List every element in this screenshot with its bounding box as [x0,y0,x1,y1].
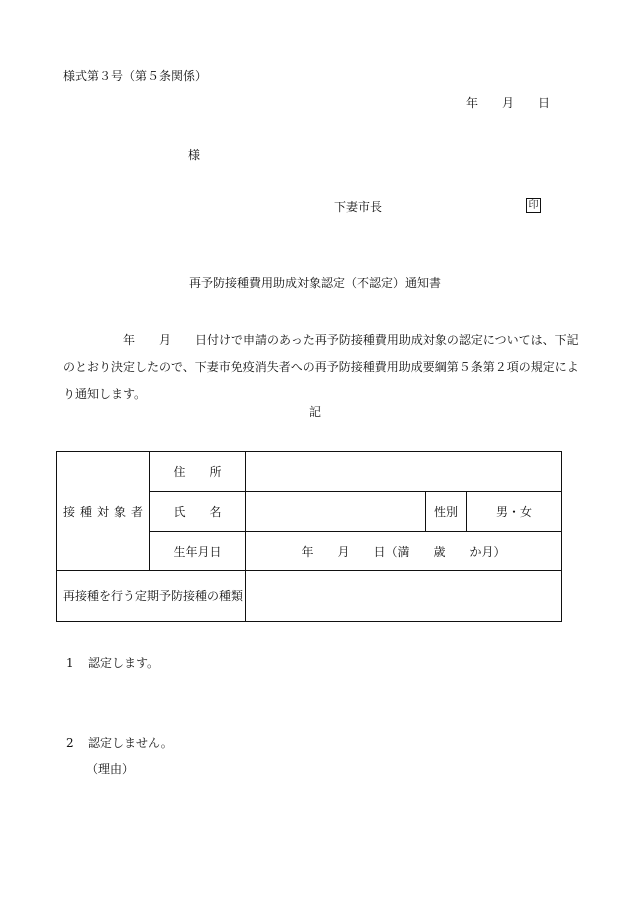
decision-number: 2 [66,736,74,750]
subject-label: 接種対象者 [57,452,150,571]
gender-options[interactable]: 男・女 [467,492,562,532]
applicant-table [56,451,562,622]
decision-approve [66,656,159,670]
reason-label: （理由） [86,762,135,776]
table-row [57,452,562,492]
decision-text: 認定します。 [88,656,160,670]
table-row [57,571,562,622]
address-value-cell[interactable] [246,452,562,492]
form-number: 様式第３号（第５条関係） [63,69,208,83]
name-label: 氏 名 [150,492,246,532]
birthdate-format[interactable]: 年 月 日（満 歳 か月） [246,532,562,571]
decision-deny [66,736,173,750]
document-title: 再予防接種費用助成対象認定（不認定）通知書 [188,276,441,290]
date-month: 月 [502,96,515,110]
birthdate-label: 生年月日 [150,532,246,571]
body-text: 年 月 日付けで申請のあった再予防接種費用助成対象の認定については、下記のとおり決定したので、下妻市免疫消失者への再予防接種費用助成要綱第５条第２項の規定により通知します。 [63,333,579,401]
date-year: 年 [466,96,479,110]
date-header [466,96,550,110]
date-day: 日 [538,96,551,110]
name-value-cell[interactable] [246,492,426,532]
vaccine-type-value-cell[interactable] [246,571,562,622]
seal-mark: 印 [526,198,541,213]
decision-number: 1 [66,656,74,670]
decision-text: 認定しません。 [88,736,173,750]
addressee-suffix: 様 [188,148,201,162]
ki-heading: 記 [308,405,321,419]
gender-label: 性別 [426,492,467,532]
address-label: 住 所 [150,452,246,492]
vaccine-type-label: 再接種を行う定期予防接種の種類 [57,571,246,622]
issuer-title: 下妻市長 [334,200,383,214]
